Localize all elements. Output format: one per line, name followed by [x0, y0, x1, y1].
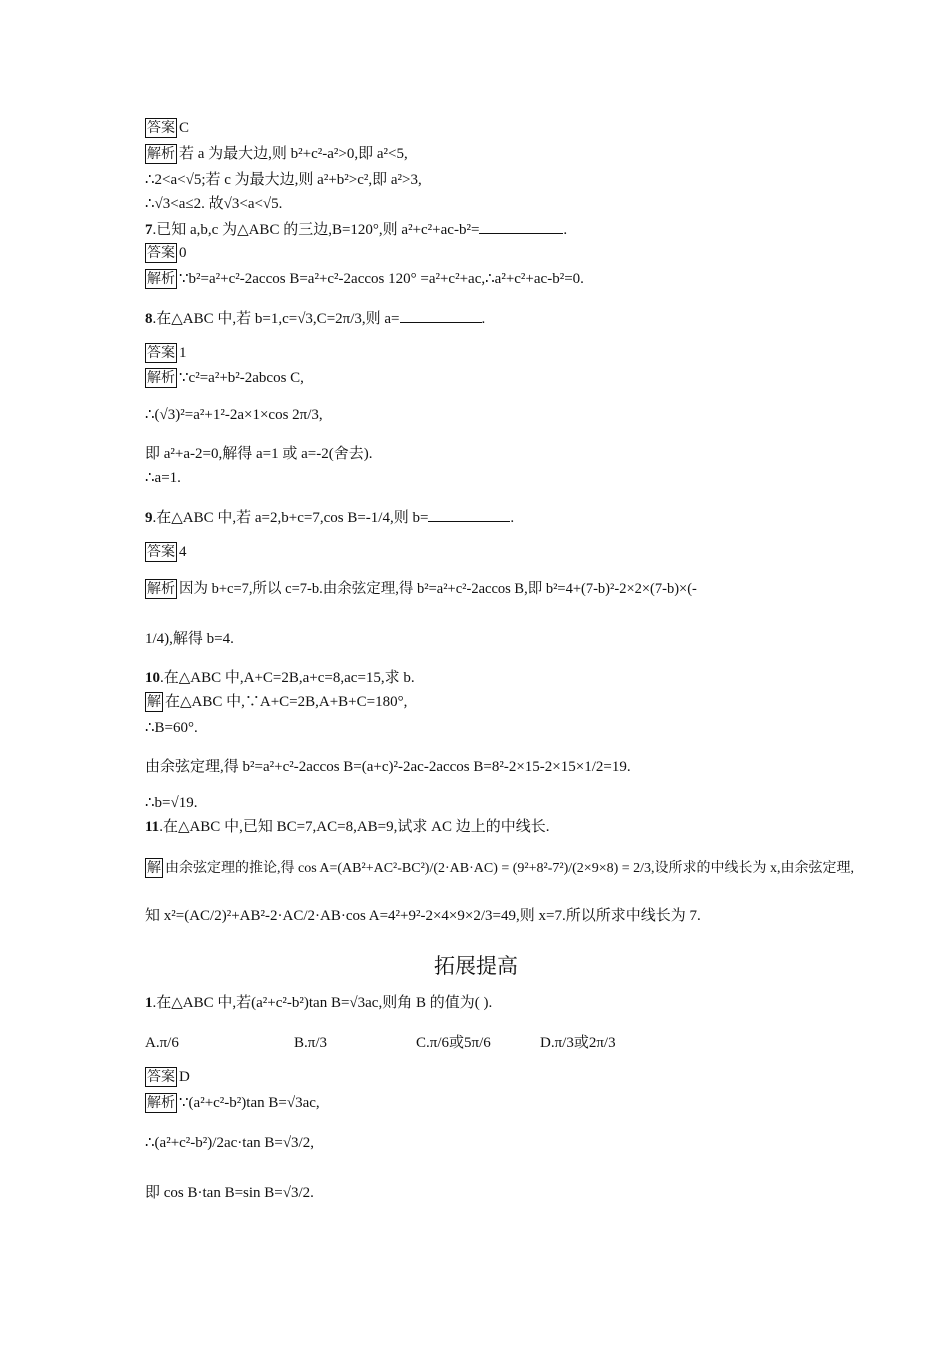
solution-text: 在△ABC 中,∵A+C=2B,A+B+C=180°, [165, 694, 408, 710]
question-text: .在△ABC 中,若(a²+c²-b²)tan B=√3ac,则角 B 的值为( ). [152, 995, 493, 1011]
question-number: 10 [145, 670, 160, 686]
question-text: .在△ABC 中,若 a=2,b+c=7,cos B=-1/4,则 b= [152, 510, 429, 526]
question-10 [145, 668, 415, 688]
question-9: 9.在△ABC 中,若 a=2,b+c=7,cos B=-1/4,则 b= . [145, 507, 514, 528]
answer-blank [400, 308, 482, 323]
answer-line [145, 343, 187, 363]
text-line: ∴b=√19. [145, 795, 198, 811]
answer-blank [428, 507, 510, 522]
analysis-text: ∵b²=a²+c²-2accos B=a²+c²-2accos 120° =a²+c²+ac,∴a²+c²+ac-b²=0. [179, 271, 584, 287]
analysis-text: ∵c²=a²+b²-2abcos C, [179, 370, 304, 386]
answer-text: 4 [179, 544, 187, 560]
question-11 [145, 817, 549, 837]
analysis-tag: 解析 [147, 370, 175, 386]
question-number: 11 [145, 819, 160, 835]
option-b: B.π/3 [294, 1035, 327, 1051]
question-text: .已知 a,b,c 为△ABC 的三边,B=120°,则 a²+c²+ac-b²= [152, 222, 480, 238]
question-7: 7.已知 a,b,c 为△ABC 的三边,B=120°,则 a²+c²+ac-b²= . [145, 219, 567, 240]
question-text: .在△ABC 中,A+C=2B,a+c=8,ac=15,求 b. [160, 670, 415, 686]
analysis-text: 因为 b+c=7,所以 c=7-b.由余弦定理,得 b²=a²+c²-2accos B,即 b²=4+(7-b)²-2×2×(7-b)×(- [179, 581, 697, 597]
text-line: 知 x²=(AC/2)²+AB²-2·AC/2·AB·cos A=4²+9²-2×4×9×2/3=49,则 x=7.所以所求中线长为 7. [145, 908, 701, 924]
answer-line [145, 118, 189, 138]
text-line: 1/4),解得 b=4. [145, 631, 234, 647]
question-number: 8 [145, 311, 153, 327]
analysis-tag: 解析 [147, 146, 175, 162]
analysis-line [145, 579, 697, 599]
answer-tag: 答案 [147, 245, 175, 261]
text-line: ∴B=60°. [145, 720, 198, 736]
analysis-line [145, 1093, 320, 1113]
answer-blank [479, 219, 563, 234]
analysis-text: 若 a 为最大边,则 b²+c²-a²>0,即 a²<5, [179, 146, 408, 162]
answer-text: 0 [179, 245, 187, 261]
text-line: 即 cos B·tan B=sin B=√3/2. [145, 1185, 314, 1201]
answer-line [145, 542, 187, 562]
answer-text: D [179, 1069, 190, 1085]
answer-text: C [179, 120, 190, 136]
analysis-line [145, 368, 304, 388]
solution-tag: 解 [147, 694, 161, 710]
option-a: A.π/6 [145, 1035, 179, 1051]
answer-line [145, 243, 187, 263]
section-heading: 拓展提高 [434, 954, 518, 978]
answer-tag: 答案 [147, 1069, 175, 1085]
answer-tag: 答案 [147, 345, 175, 361]
question-number: 7 [145, 222, 153, 238]
solution-tag: 解 [147, 860, 161, 876]
option-d: D.π/3或2π/3 [540, 1035, 616, 1051]
question-number: 1 [145, 995, 153, 1011]
text-line: ∴a=1. [145, 470, 181, 486]
text-line: ∴(√3)²=a²+1²-2a×1×cos 2π/3, [145, 407, 323, 423]
answer-tag: 答案 [147, 544, 175, 560]
question-text: .在△ABC 中,已知 BC=7,AC=8,AB=9,试求 AC 边上的中线长. [159, 819, 550, 835]
text-line: ∴2<a<√5;若 c 为最大边,则 a²+b²>c²,即 a²>3, [145, 172, 422, 188]
answer-tag: 答案 [147, 120, 175, 136]
text-line: ∴(a²+c²-b²)/2ac·tan B=√3/2, [145, 1135, 314, 1151]
analysis-tag: 解析 [147, 1095, 175, 1111]
solution-text: 由余弦定理的推论,得 cos A=(AB²+AC²-BC²)/(2·AB·AC) = (9²+8²-7²)/(2×9×8) = 2/3,设所求的中线长为 x,由余弦定理, [165, 861, 855, 876]
option-c: C.π/6或5π/6 [416, 1035, 491, 1051]
analysis-line [145, 269, 584, 289]
question-1 [145, 993, 492, 1013]
answer-text: 1 [179, 345, 187, 361]
analysis-line [145, 144, 408, 164]
analysis-tag: 解析 [147, 581, 175, 597]
analysis-text: ∵(a²+c²-b²)tan B=√3ac, [179, 1095, 320, 1111]
text-line: 即 a²+a-2=0,解得 a=1 或 a=-2(舍去). [145, 446, 373, 462]
question-text: .在△ABC 中,若 b=1,c=√3,C=2π/3,则 a= [152, 311, 400, 327]
text-line: ∴√3<a≤2. 故√3<a<√5. [145, 196, 283, 212]
text-line: 由余弦定理,得 b²=a²+c²-2accos B=(a+c)²-2ac-2accos B=8²-2×15-2×15×1/2=19. [145, 759, 631, 775]
question-8: 8.在△ABC 中,若 b=1,c=√3,C=2π/3,则 a= . [145, 308, 485, 329]
solution-line [145, 858, 854, 879]
analysis-tag: 解析 [147, 271, 175, 287]
solution-line [145, 692, 407, 712]
question-number: 9 [145, 510, 153, 526]
answer-line [145, 1067, 190, 1087]
